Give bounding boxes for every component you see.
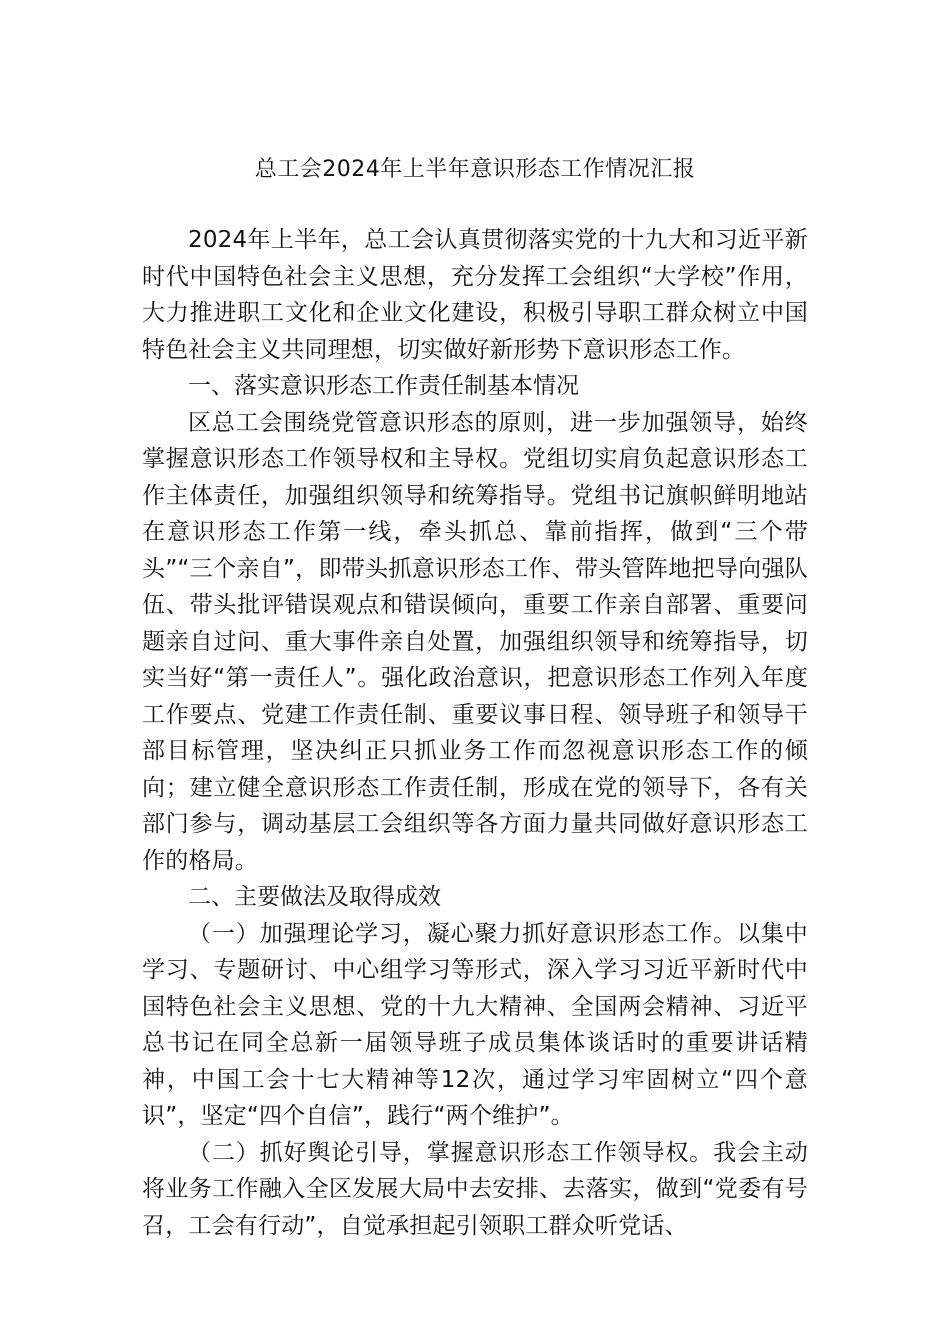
document-body [142, 222, 808, 1244]
section-heading-2: 二、主要做法及取得成效 [188, 884, 441, 910]
subsection-1-paragraph: （一）加强理论学习，凝心聚力抓好意识形态工作。以集中学习、专题研讨、中心组学习等形式，深入学习习近平新时代中国特色社会主义思想、党的十九大精神、全国两会精神、习近平总书记在同全总新一届领导班子成员集体谈话时的重要讲话精神，中国工会十七大精神等12次，通过学习牢固树立“四个意识”，坚定“四个自信”，践行“两个维护”。 [142, 920, 808, 1129]
subsection-2-paragraph: （二）抓好舆论引导，掌握意识形态工作领导权。我会主动将业务工作融入全区发展大局中去安排、去落实，做到“党委有号召，工会有行动”，自觉承担起引领职工群众听党话、 [142, 1139, 808, 1239]
section-heading-1: 一、落实意识形态工作责任制基本情况 [188, 373, 579, 399]
document-title: 总工会2024年上半年意识形态工作情况汇报 [254, 157, 696, 182]
section-1-paragraph: 区总工会围绕党管意识形态的原则，进一步加强领导，始终掌握意识形态工作领导权和主导权。党组切实肩负起意识形态工作主体责任，加强组织领导和统筹指导。党组书记旗帜鲜明地站在意识形态工作第一线，牵头抓总、靠前指挥，做到“三个带头”“三个亲自”，即带头抓意识形态工作、带头管阵地把导向强队伍、带头批评错误观点和错误倾向，重要工作亲自部署、重要问题亲自过问、重大事件亲自处置，加强组织领导和统筹指导，切实当好“第一责任人”。强化政治意识，把意识形态工作列入年度工作要点、党建工作责任制、重要议事日程、领导班子和领导干部目标管理，坚决纠正只抓业务工作而忽视意识形态工作的倾向；建立健全意识形态工作责任制，形成在党的领导下，各有关部门参与，调动基层工会组织等各方面力量共同做好意识形态工作的格局。 [142, 409, 808, 874]
intro-paragraph: 2024年上半年，总工会认真贯彻落实党的十九大和习近平新时代中国特色社会主义思想，充分发挥工会组织“大学校”作用，大力推进职工文化和企业文化建设，积极引导职工群众树立中国特色社会主义共同理想，切实做好新形势下意识形态工作。 [142, 227, 808, 363]
